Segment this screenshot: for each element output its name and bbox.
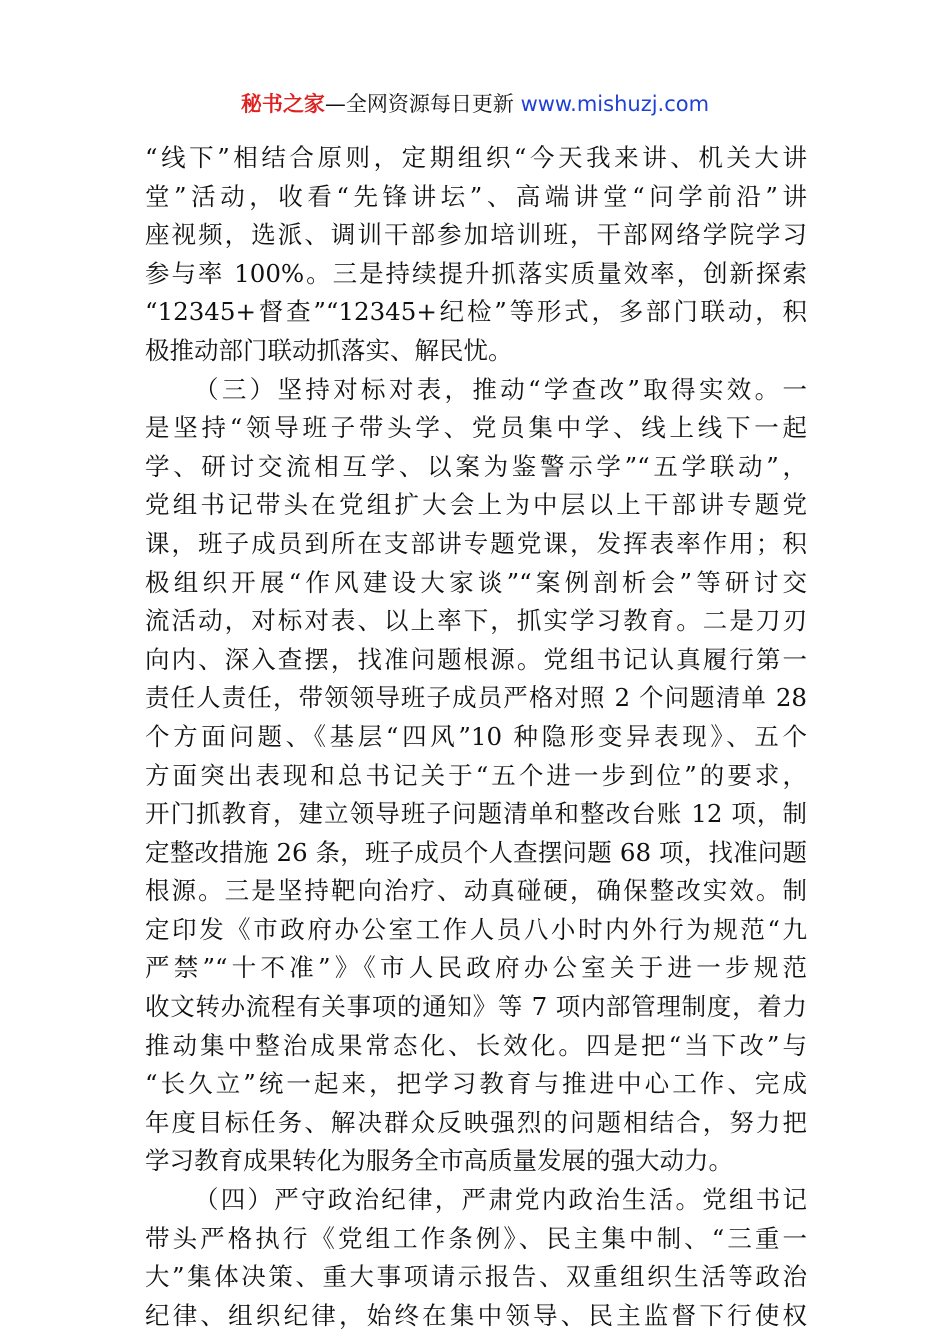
text-line: 年度目标任务、解决群众反映强烈的问题相结合，努力把 — [145, 1107, 807, 1137]
text-line: 流活动，对标对表、以上率下，抓实学习教育。二是刀刃 — [145, 606, 807, 636]
text-line: 开门抓教育，建立领导班子问题清单和整改台账 12 项，制 — [145, 799, 807, 829]
text-line: 极组织开展“作风建设大家谈”“案例剖析会”等研讨交 — [145, 567, 807, 597]
text-line: 带头严格执行《党组工作条例》、民主集中制、“三重一 — [145, 1223, 807, 1253]
text-line: 党组书记带头在党组扩大会上为中层以上干部讲专题党 — [145, 490, 807, 520]
text-line: “长久立”统一起来，把学习教育与推进中心工作、完成 — [145, 1069, 807, 1099]
text-line: 座视频，选派、调训干部参加培训班，干部网络学院学习 — [145, 220, 807, 250]
text-line: 推动集中整治成果常态化、长效化。四是把“当下改”与 — [145, 1030, 807, 1060]
site-url-link[interactable]: www.mishuzj.com — [520, 92, 710, 116]
text-line: “线下”相结合原则，定期组织“今天我来讲、机关大讲 — [145, 143, 807, 172]
text-line: 定印发《市政府办公室工作人员八小时内外行为规范“九 — [145, 914, 807, 944]
text-line: 纪律、组织纪律，始终在集中领导、民主监督下行使权 — [145, 1300, 807, 1330]
text-line: 课，班子成员到所在支部讲专题党课，发挥表率作用；积 — [145, 528, 807, 558]
text-line: 向内、深入查摆，找准问题根源。党组书记认真履行第一 — [145, 644, 807, 674]
text-line: 学、研讨交流相互学、以案为鉴警示学”“五学联动”， — [145, 451, 807, 481]
text-line: “12345+督查”“12345+纪检”等形式，多部门联动，积 — [145, 297, 807, 327]
text-line: 极推动部门联动抓落实、解民忧。 — [145, 335, 513, 365]
header-tagline: —全网资源每日更新 — [324, 92, 514, 116]
text-line: 大”集体决策、重大事项请示报告、双重组织生活等政治 — [145, 1262, 807, 1292]
brand-name: 秘书之家 — [240, 92, 325, 116]
text-line: 堂”活动，收看“先锋讲坛”、高端讲堂“问学前沿”讲 — [145, 181, 807, 211]
text-line: 定整改措施 26 条，班子成员个人查摆问题 68 项，找准问题 — [145, 837, 807, 867]
text-line: 收文转办流程有关事项的通知》等 7 项内部管理制度，着力 — [145, 992, 807, 1022]
text-line: 方面突出表现和总书记关于“五个进一步到位”的要求， — [145, 760, 807, 790]
section-heading-line: （四）严守政治纪律，严肃党内政治生活。党组书记 — [194, 1185, 807, 1215]
site-header — [0, 88, 950, 120]
text-line: 责任人责任，带领领导班子成员严格对照 2 个问题清单 28 — [145, 683, 807, 713]
text-line: 是坚持“领导班子带头学、党员集中学、线上线下一起 — [145, 413, 807, 443]
text-line: 个方面问题、《基层“四风”10 种隐形变异表现》、五个 — [145, 721, 807, 751]
text-line: 根源。三是坚持靶向治疗、动真碰硬，确保整改实效。制 — [145, 876, 807, 906]
document-body — [145, 139, 807, 1335]
text-line: 参与率 100%。三是持续提升抓落实质量效率，创新探索 — [145, 258, 807, 288]
text-line: 学习教育成果转化为服务全市高质量发展的强大动力。 — [145, 1146, 733, 1176]
text-line: 严禁”“十不准”》《市人民政府办公室关于进一步规范 — [145, 953, 807, 983]
section-heading-line: （三）坚持对标对表，推动“学查改”取得实效。一 — [194, 374, 807, 404]
